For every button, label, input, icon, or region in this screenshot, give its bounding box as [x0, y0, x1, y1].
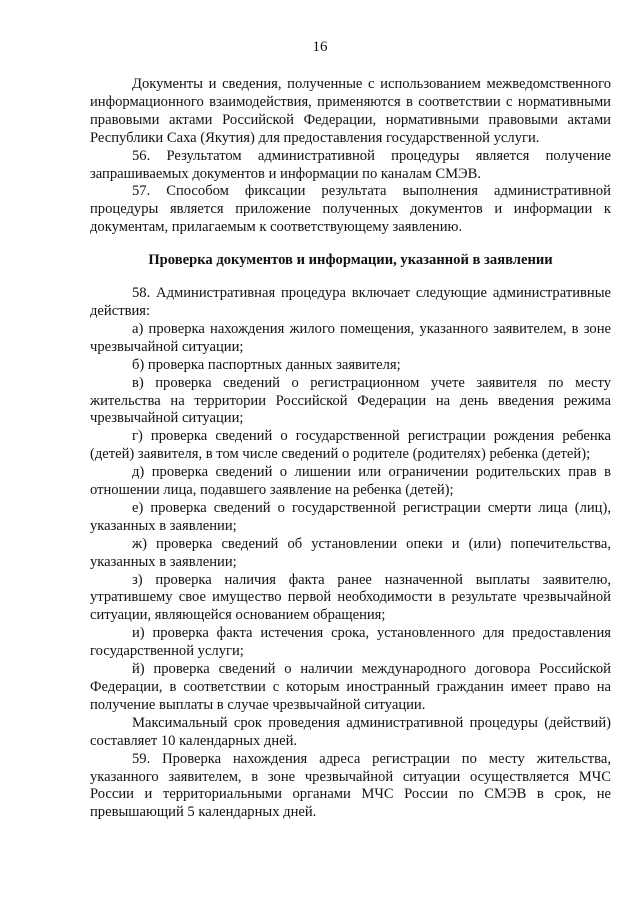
paragraph-58: 58. Административная процедура включает следующие административные действия:: [90, 285, 611, 319]
paragraph-57: 57. Способом фиксации результата выполнения административной процедуры является приложение полученных документов и информации к документам, прилагаемым к соответствующему заявлению.: [90, 183, 611, 236]
paragraph-max-term: Максимальный срок проведения административной процедуры (действий) составляет 10 календарных дней.: [90, 714, 611, 749]
list-item-g: г) проверка сведений о государственной регистрации рождения ребенка (детей) заявителя, в том числе сведений о родителе (родителях) ребенка (детей);: [90, 428, 611, 463]
list-item-d: д) проверка сведений о лишении или ограничении родительских прав в отношении лица, подавшего заявление на ребенка (детей);: [90, 464, 611, 499]
paragraph-56: 56. Результатом административной процедуры является получение запрашиваемых документов и информации по каналам СМЭВ.: [90, 147, 611, 182]
paragraph-smev-documents: Документы и сведения, полученные с использованием межведомственного информационного взаимодействия, применяются в соответствии с нормативными правовыми актами Российской Федерации, нормативными правовыми актами Республики Саха (Якутия) для предоставления государственной услуги.: [90, 76, 611, 146]
list-item-a: а) проверка нахождения жилого помещения, указанного заявителем, в зоне чрезвычайной ситуации;: [90, 320, 611, 355]
list-item-b: б) проверка паспортных данных заявителя;: [132, 356, 401, 373]
section-heading: Проверка документов и информации, указанной в заявлении: [148, 252, 553, 269]
list-item-e: е) проверка сведений о государственной регистрации смерти лица (лиц), указанных в заявлении;: [90, 499, 611, 534]
list-item-i: и) проверка факта истечения срока, установленного для предоставления государственной услуги;: [90, 625, 611, 660]
paragraph-59: 59. Проверка нахождения адреса регистрации по месту жительства, указанного заявителем, в зоне чрезвычайной ситуации осуществляется МЧС России и территориальными органами МЧС России по СМЭВ в срок, не превышающий 5 календарных дней.: [90, 750, 611, 821]
list-item-y: й) проверка сведений о наличии международного договора Российской Федерации, в соответствии с которым иностранный гражданин имеет право на получение выплаты в случае чрезвычайной ситуации.: [90, 661, 611, 713]
list-item-z: з) проверка наличия факта ранее назначенной выплаты заявителю, утратившему свое имущество первой необходимости в результате чрезвычайной ситуации, являющейся основанием обращения;: [90, 571, 611, 624]
list-item-v: в) проверка сведений о регистрационном учете заявителя по месту жительства на территории Российской Федерации на день введения режима чрезвычайной ситуации;: [90, 374, 611, 427]
list-item-zh: ж) проверка сведений об установлении опеки и (или) попечительства, указанных в заявлении;: [90, 535, 611, 570]
document-body: [90, 76, 611, 822]
page-number: 16: [312, 39, 328, 55]
